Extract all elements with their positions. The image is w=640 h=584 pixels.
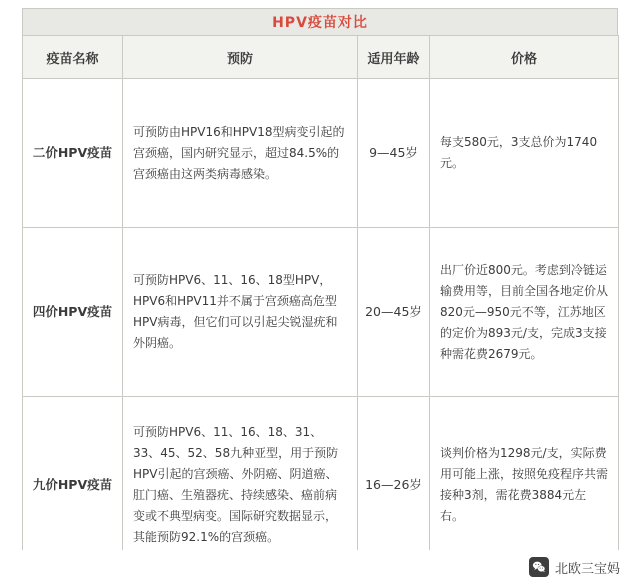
cell-prevention: 可预防HPV6、11、16、18、31、33、45、52、58九种亚型，用于预防HPV引起的宫颈癌、外阴癌、阴道癌、肛门癌、生殖器疣、持续感染、癌前病变或不典型病变。国际研究数据显示，其能预防92.1%的宫颈癌。: [123, 397, 358, 574]
table-row: [23, 397, 619, 574]
column-header-price: 价格: [430, 36, 619, 79]
hpv-comparison-table: [22, 35, 619, 574]
table-row: [23, 228, 619, 397]
cell-age: 20—45岁: [358, 228, 430, 397]
page-title: HPV疫苗对比: [272, 15, 368, 31]
wechat-icon: [529, 557, 549, 577]
cell-age: 9—45岁: [358, 79, 430, 228]
table-title-bar: [22, 8, 618, 35]
cell-vaccine-name: 二价HPV疫苗: [23, 79, 123, 228]
table-header: [23, 36, 619, 79]
wechat-account-name: 北欧三宝妈: [554, 561, 620, 577]
cell-prevention: 可预防HPV6、11、16、18型HPV，HPV6和HPV11并不属于宫颈癌高危型HPV病毒，但它们可以引起尖锐湿疣和外阴癌。: [123, 228, 358, 397]
cell-price: 谈判价格为1298元/支，实际费用可能上涨，按照免疫程序共需接种3剂，需花费3884元左右。: [430, 397, 619, 574]
cell-price: 每支580元，3支总价为1740元。: [430, 79, 619, 228]
wechat-account-badge: [529, 557, 620, 577]
table-header-row: [23, 36, 619, 79]
column-header-name: 疫苗名称: [23, 36, 123, 79]
footer: [0, 550, 640, 584]
column-header-age: 适用年龄: [358, 36, 430, 79]
table-row: [23, 79, 619, 228]
cell-vaccine-name: 九价HPV疫苗: [23, 397, 123, 574]
cell-vaccine-name: 四价HPV疫苗: [23, 228, 123, 397]
table-body: [23, 79, 619, 574]
cell-age: 16—26岁: [358, 397, 430, 574]
cell-prevention: 可预防由HPV16和HPV18型病变引起的宫颈癌，国内研究显示，超过84.5%的宫颈癌由这两类病毒感染。: [123, 79, 358, 228]
cell-price: 出厂价近800元。考虑到冷链运输费用等，目前全国各地定价从820元—950元不等，江苏地区的定价为893元/支，完成3支接种需花费2679元。: [430, 228, 619, 397]
column-header-prevention: 预防: [123, 36, 358, 79]
